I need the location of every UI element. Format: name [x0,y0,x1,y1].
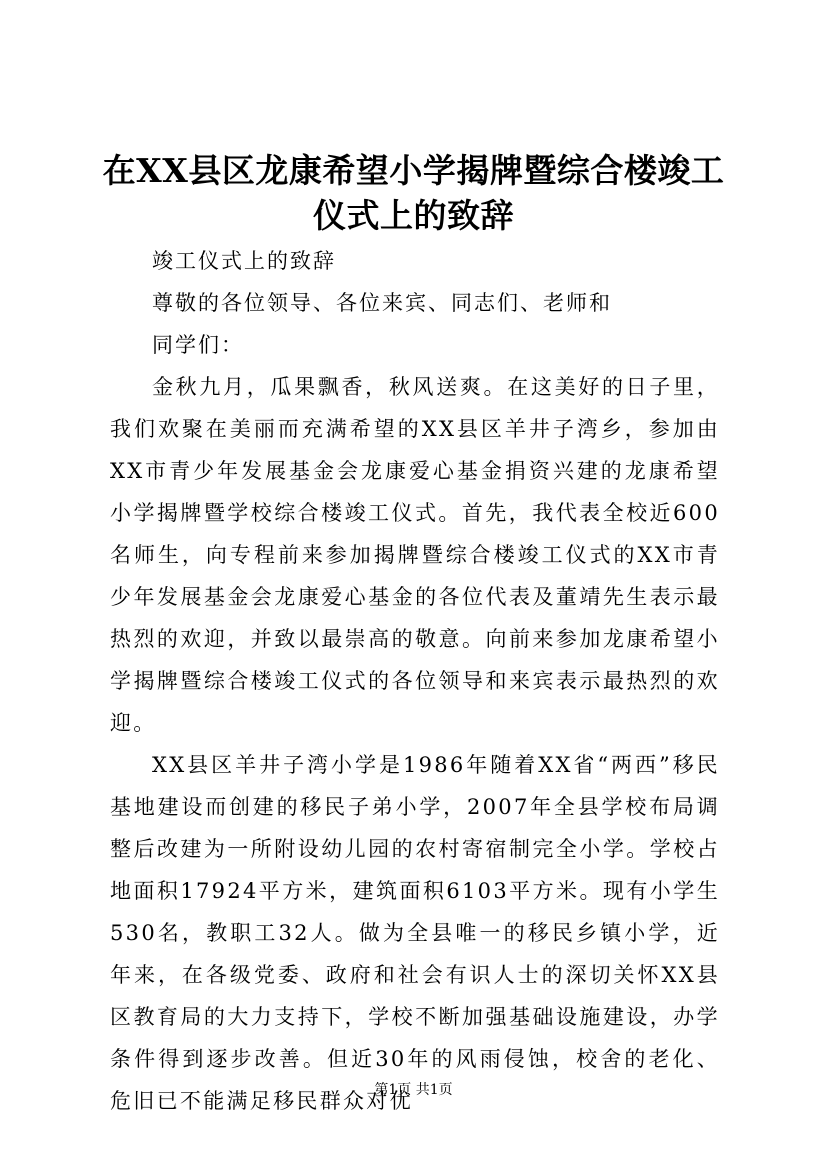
page-footer: 第1页 共1页 [374,1082,453,1098]
salutation-line-continued: 同学们： [152,333,244,357]
salutation-line: 尊敬的各位领导、各位来宾、同志们、老师和 [152,291,612,315]
paragraph: 金秋九月，瓜果飘香，秋风送爽。在这美好的日子里，我们欢聚在美丽而充满希望的XX县区羊井子湾乡，参加由XX市青少年发展基金会龙康爱心基金捐资兴建的龙康希望小学揭牌暨学校综合楼竣工仪式。首先，我代表全校近600名师生，向专程前来参加揭牌暨综合楼竣工仪式的XX市青少年发展基金会龙康爱心基金的各位代表及董靖先生表示最热烈的欢迎，并致以最崇高的敬意。向前来参加龙康希望小学揭牌暨综合楼竣工仪式的各位领导和来宾表示最热烈的欢迎。 [110,375,720,735]
document-title: 在XX县区龙康希望小学揭牌暨综合楼竣工仪式上的致辞 [102,151,725,235]
subtitle-line: 竣工仪式上的致辞 [152,249,336,273]
paragraph: XX县区羊井子湾小学是1986年随着XX省“两西”移民基地建设而创建的移民子弟小学，2007年全县学校布局调整后改建为一所附设幼儿园的农村寄宿制完全小学。学校占地面积17924平方米，建筑面积6103平方米。现有小学生530名，教职工32人。做为全县唯一的移民乡镇小学，近年来，在各级党委、政府和社会有识人士的深切关怀XX县区教育局的大力支持下，学校不断加强基础设施建设，办学条件得到逐步改善。但近30年的风雨侵蚀，校舍的老化、危旧已不能满足移民群众对优 [110,753,720,1113]
document-body [110,240,720,1122]
